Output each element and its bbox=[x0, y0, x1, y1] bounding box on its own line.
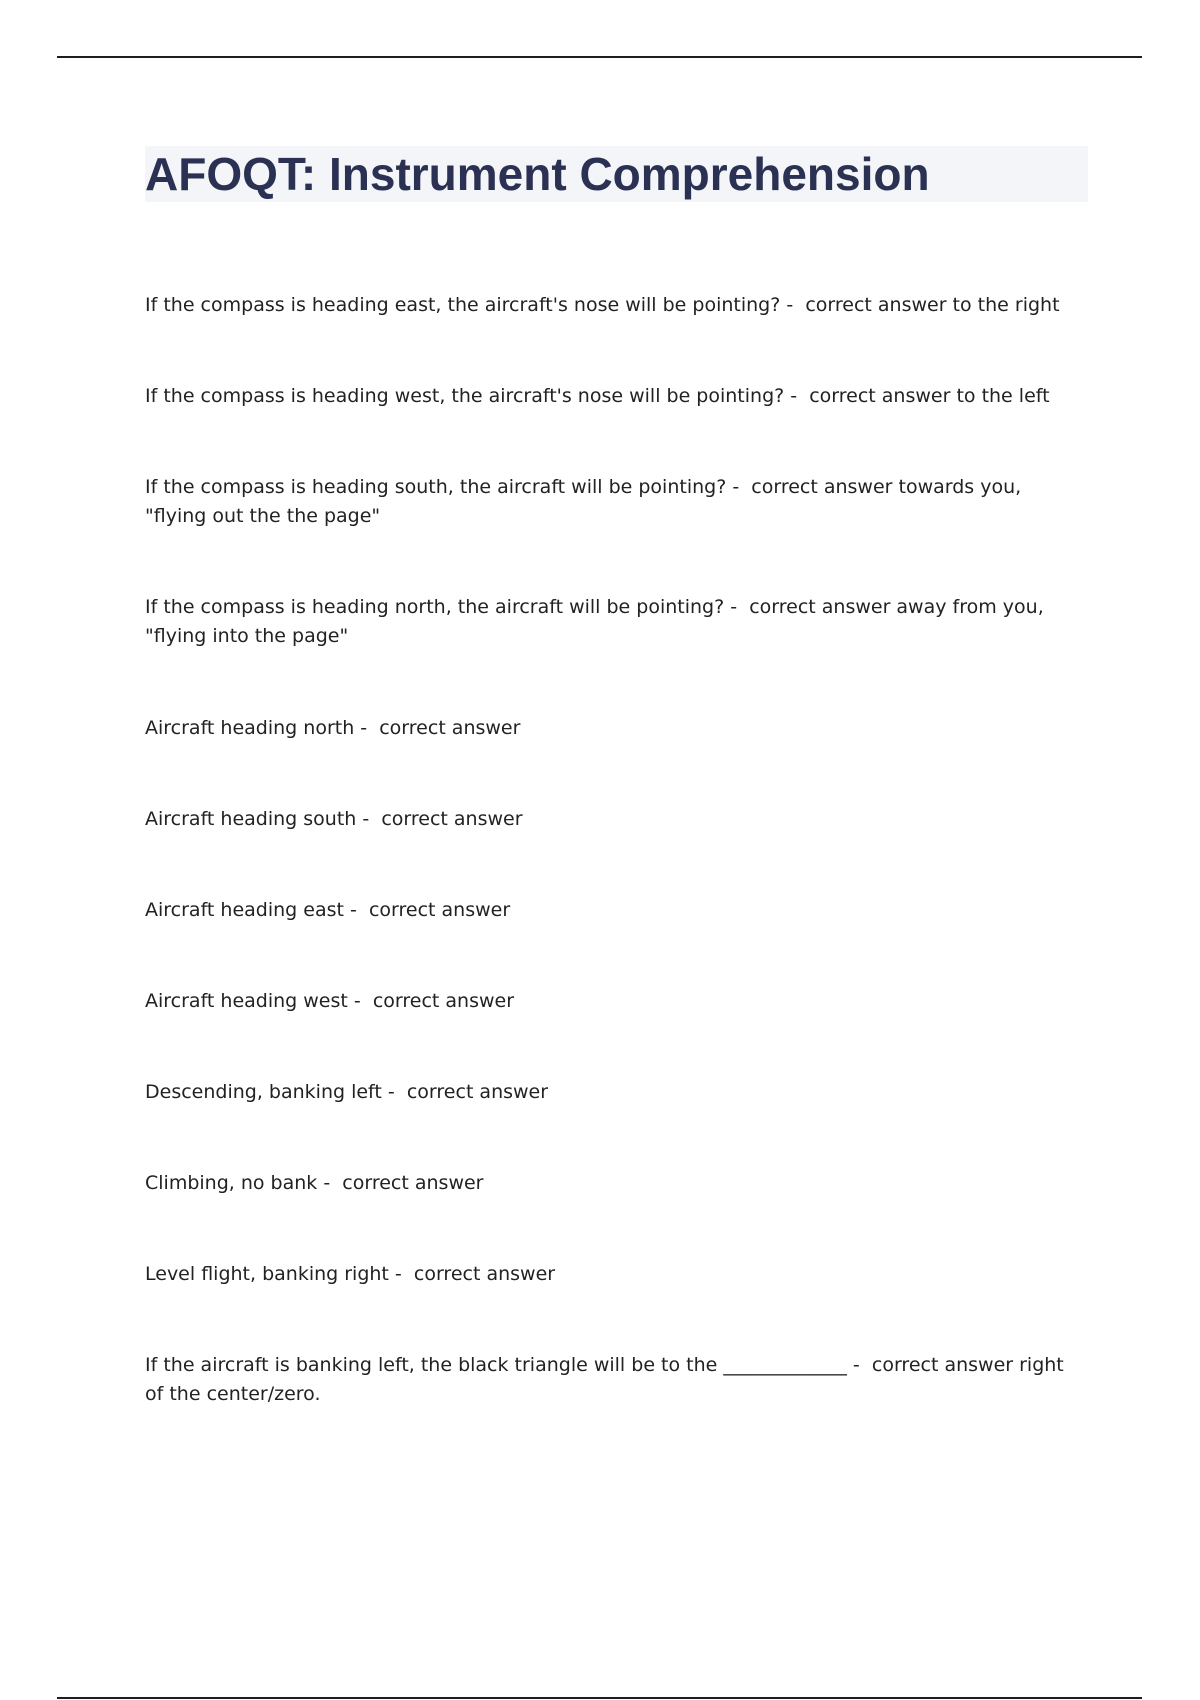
answer-text: correct answer right of the center/zero. bbox=[145, 1354, 1064, 1405]
qa-item bbox=[145, 291, 1080, 320]
answer-text: correct answer bbox=[379, 717, 521, 739]
separator: - bbox=[784, 385, 810, 407]
top-divider bbox=[57, 56, 1142, 58]
separator: - bbox=[356, 808, 382, 830]
page-title: AFOQT: Instrument Comprehension bbox=[145, 148, 930, 200]
answer-text: correct answer to the left bbox=[809, 385, 1050, 407]
qa-item bbox=[145, 896, 1080, 925]
qa-item bbox=[145, 593, 1080, 651]
question-text: Level flight, banking right bbox=[145, 1263, 389, 1285]
answer-text: correct answer bbox=[342, 1172, 484, 1194]
answer-text: correct answer bbox=[381, 808, 523, 830]
qa-item bbox=[145, 1260, 1080, 1289]
question-text: Aircraft heading west bbox=[145, 990, 348, 1012]
separator: - bbox=[726, 476, 752, 498]
separator: - bbox=[354, 717, 380, 739]
question-text: If the compass is heading west, the aircraft's nose will be pointing? bbox=[145, 385, 785, 407]
separator: - bbox=[388, 1263, 414, 1285]
separator: - bbox=[381, 1081, 407, 1103]
qa-item bbox=[145, 805, 1080, 834]
question-text: Descending, banking left bbox=[145, 1081, 382, 1103]
question-text: Aircraft heading south bbox=[145, 808, 357, 830]
separator: - bbox=[317, 1172, 343, 1194]
qa-item bbox=[145, 1169, 1080, 1198]
question-text: Aircraft heading north bbox=[145, 717, 355, 739]
question-text: If the compass is heading east, the aircraft's nose will be pointing? bbox=[145, 294, 781, 316]
separator: - bbox=[347, 990, 373, 1012]
question-text: If the compass is heading south, the aircraft will be pointing? bbox=[145, 476, 727, 498]
answer-text: correct answer away from you, "flying into the page" bbox=[145, 596, 1044, 647]
answer-text: correct answer to the right bbox=[805, 294, 1060, 316]
question-text: Climbing, no bank bbox=[145, 1172, 318, 1194]
qa-item bbox=[145, 714, 1080, 743]
question-text: Aircraft heading east bbox=[145, 899, 344, 921]
separator: - bbox=[846, 1354, 872, 1376]
separator: - bbox=[724, 596, 750, 618]
answer-text: correct answer bbox=[372, 990, 515, 1012]
qa-item bbox=[145, 987, 1080, 1016]
separator: - bbox=[780, 294, 806, 316]
question-text: If the aircraft is banking left, the black triangle will be to the _____________ bbox=[145, 1354, 847, 1376]
answer-text: correct answer bbox=[413, 1263, 556, 1285]
answer-text: correct answer bbox=[368, 899, 511, 921]
answer-text: correct answer bbox=[406, 1081, 549, 1103]
separator: - bbox=[343, 899, 369, 921]
question-text: If the compass is heading north, the aircraft will be pointing? bbox=[145, 596, 725, 618]
qa-item bbox=[145, 1351, 1080, 1409]
qa-item bbox=[145, 473, 1080, 531]
qa-item bbox=[145, 382, 1080, 411]
bottom-divider bbox=[57, 1697, 1142, 1699]
answer-text: correct answer towards you, "flying out the the page" bbox=[145, 476, 1022, 527]
qa-item bbox=[145, 1078, 1080, 1107]
